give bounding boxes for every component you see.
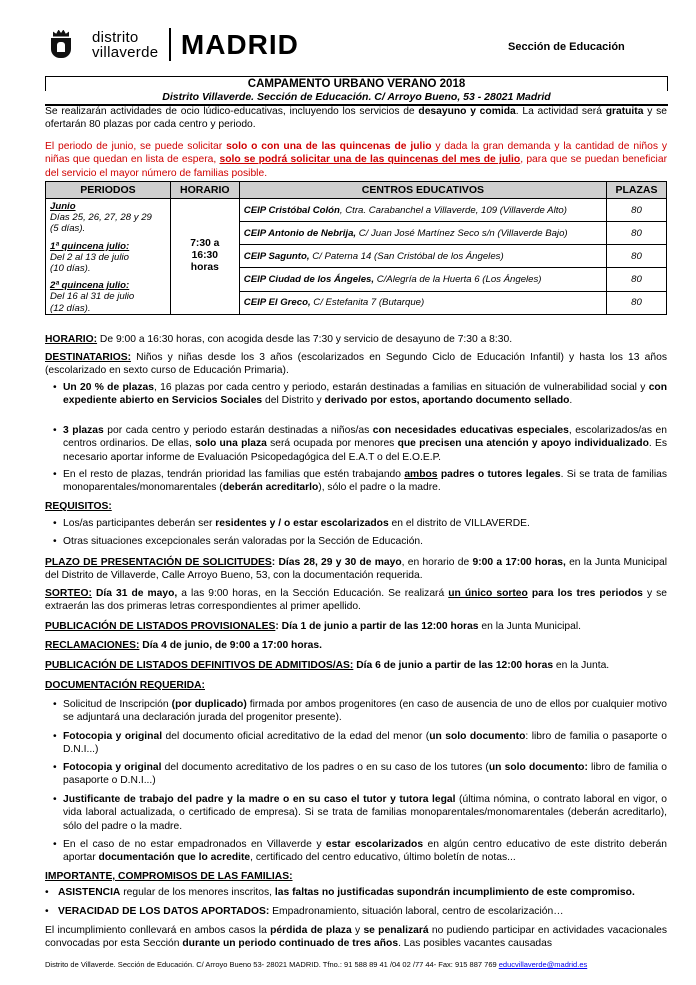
campamento-table	[45, 181, 667, 315]
list-item: • En el resto de plazas, tendrán prioridad las familias que estén trabajando ambos padres o tutores legales. Si se trata de familias monoparentales/monomarentales (deberán acreditarlo), sólo el padre o la madre.	[53, 469, 667, 494]
list-item: • Otras situaciones excepcionales serán valoradas por la Sección de Educación.	[53, 536, 424, 547]
section-title: Sección de Educación	[508, 41, 625, 53]
periodos-cell: Junio Días 25, 26, 27, 28 y 29 (5 días). 1ª quincena julio: Del 2 al 13 de julio (10 días). 2ª quincena julio: Del 16 al 31 de julio (12 días).	[46, 199, 171, 315]
table-header-row	[46, 182, 667, 199]
title-sub: Distrito Villaverde. Sección de Educación. C/ Arroyo Bueno, 53 - 28021 Madrid	[45, 91, 668, 106]
header-plazas: PLAZAS	[607, 182, 667, 199]
footer: Distrito de Villaverde. Sección de Educación. C/ Arroyo Bueno 53- 28021 MADRID. Tfno.: 91 588 89 41 /04 02 /77 44- Fax: 915 887 769 educvillaverde@madrid.es	[45, 960, 588, 969]
documentacion-heading: DOCUMENTACIÓN REQUERIDA:	[45, 680, 205, 691]
plazas-cell: 80	[607, 268, 667, 291]
list-item: • Solicitud de Inscripción (por duplicado) firmada por ambos progenitores (en caso de ausencia de uno de ellos por cualquier motivo se adjuntará una declaración jurada del progenitor presente).	[53, 699, 667, 724]
reclamaciones-paragraph: RECLAMACIONES: Día 4 de junio, de 9:00 a 17:00 horas.	[45, 640, 322, 651]
incumplimiento-paragraph: El incumplimiento conllevará en ambos casos la pérdida de plaza y se penalizará no pudiendo participar en actividades vacacionales convocadas por esta Sección durante un periodo continuado de tres años. Las posibles vacantes causadas	[45, 925, 668, 950]
logo-city: MADRID	[180, 28, 299, 60]
table-row	[46, 199, 667, 222]
header-periodos: PERIODOS	[46, 182, 171, 199]
centro-cell: CEIP Sagunto, C/ Paterna 14 (San Cristóbal de los Ángeles)	[239, 245, 606, 268]
centro-cell: CEIP Antonio de Nebrija, C/ Juan José Martínez Seco s/n (Villaverde Bajo)	[239, 222, 606, 245]
centro-cell: CEIP El Greco, C/ Estefanita 7 (Butarque)	[239, 291, 606, 314]
plazas-cell: 80	[607, 199, 667, 222]
sorteo-paragraph: SORTEO: Día 31 de mayo, a las 9:00 horas, en la Sección Educación. Se realizará un único sorteo para los tres periodos y se extraerán las dos primeras letras correspondientes al primer apellido.	[45, 588, 667, 613]
footer-email-link[interactable]: educvillaverde@madrid.es	[498, 960, 588, 969]
list-item: • 3 plazas por cada centro y periodo estarán destinadas a niños/as con necesidades educativas especiales, escolarizados/as en centros ordinarios. De ellas, solo una plaza será ocupada por menores que precisen una atención y apoyo individualizado. Es necesario aportar informe de Evaluación Psicopedagógica del E.A.T o del E.O.E.P.	[53, 425, 667, 463]
requisitos-heading: REQUISITOS:	[45, 501, 112, 512]
centro-cell: CEIP Cristóbal Colón, Ctra. Carabanchel a Villaverde, 109 (Villaverde Alto)	[239, 199, 606, 222]
destinatarios-paragraph: DESTINATARIOS: Niños y niñas desde los 3 años (escolarizados en Segundo Ciclo de Educación Infantil) y hasta los 13 años (escolarizado en sexto curso de Educación Primaria).	[45, 352, 667, 377]
plazas-cell: 80	[607, 222, 667, 245]
list-item: • VERACIDAD DE LOS DATOS APORTADOS: Empadronamiento, situación laboral, centro de escolarización…	[45, 906, 564, 917]
plazo-paragraph: PLAZO DE PRESENTACIÓN DE SOLICITUDES: Días 28, 29 y 30 de mayo, en horario de 9:00 a 17:00 horas, en la Junta Municipal del Distrito de Villaverde, Calle Arroyo Bueno, 53, con la documentación requerida.	[45, 557, 667, 582]
logo	[50, 28, 299, 61]
logo-divider	[169, 28, 171, 61]
junio-warning: El periodo de junio, se puede solicitar solo o con una de las quincenas de julio y dada la gran demanda y la cantidad de niños y niñas que quedan en lista de espera, solo se podrá solicitar una de las quincenas del mes de julio, para que se puedan beneficiar del servicio el mayor número de familias posible.	[45, 141, 667, 179]
list-item: • ASISTENCIA regular de los menores inscritos, las faltas no justificadas supondrán incumplimiento de este compromiso.	[45, 887, 635, 898]
list-item: • Justificante de trabajo del padre y la madre o en su caso el tutor y tutora legal (última nómina, o contrato laboral en vigor, o vida laboral actualizada, o certificado de empresa). Si se trata de familias monoparentales/monomarentales (deberán acreditarlo), sólo del padre o la madre.	[53, 794, 667, 832]
list-item: • Los/as participantes deberán ser residentes y / o estar escolarizados en el distrito de VILLAVERDE.	[53, 518, 530, 529]
horario-cell: 7:30 a 16:30 horas	[170, 199, 239, 315]
header-centros: CENTROS EDUCATIVOS	[239, 182, 606, 199]
madrid-crest-icon	[50, 30, 72, 60]
definitivos-paragraph: PUBLICACIÓN DE LISTADOS DEFINITIVOS DE ADMITIDOS/AS: Día 6 de junio a partir de las 12:00 horas en la Junta.	[45, 660, 610, 671]
provisionales-paragraph: PUBLICACIÓN DE LISTADOS PROVISIONALES: Día 1 de junio a partir de las 12:00 horas en la Junta Municipal.	[45, 621, 581, 632]
document-title	[45, 76, 668, 106]
compromisos-heading: IMPORTANTE, COMPROMISOS DE LAS FAMILIAS:	[45, 871, 293, 882]
intro-paragraph: Se realizarán actividades de ocio lúdico-educativas, incluyendo los servicios de desayuno y comida. La actividad será gratuita y se ofertarán 80 plazas por cada centro y periodo.	[45, 106, 667, 131]
centro-cell: CEIP Ciudad de los Ángeles, C/Alegría de la Huerta 6 (Los Ángeles)	[239, 268, 606, 291]
plazas-cell: 80	[607, 245, 667, 268]
list-item: • Fotocopia y original del documento acreditativo de los padres o en su caso de los tutores (un solo documento: libro de familia o pasaporte o D.N.I...)	[53, 762, 668, 787]
list-item: • En el caso de no estar empadronados en Villaverde y estar escolarizados en algún centro educativo de este distrito deberán aportar documentación que lo acredite, certificado del centro educativo, último boletín de notas...	[53, 839, 667, 864]
list-item: • Un 20 % de plazas, 16 plazas por cada centro y periodo, estarán destinadas a familias en situación de vulnerabilidad social y con expediente abierto en Servicios Sociales del Distrito y derivado por estos, aportando documento sellado.	[53, 382, 667, 407]
horario-paragraph: HORARIO: De 9:00 a 16:30 horas, con acogida desde las 7:30 y servicio de desayuno de 7:30 a 8:30.	[45, 334, 513, 345]
logo-district-text: distrito villaverde	[92, 28, 159, 61]
plazas-cell: 80	[607, 291, 667, 314]
list-item: • Fotocopia y original del documento oficial acreditativo de la edad del menor (un solo documento: libro de familia o pasaporte o D.N.I...)	[53, 731, 667, 756]
header-horario: HORARIO	[170, 182, 239, 199]
title-main: CAMPAMENTO URBANO VERANO 2018	[45, 76, 668, 91]
